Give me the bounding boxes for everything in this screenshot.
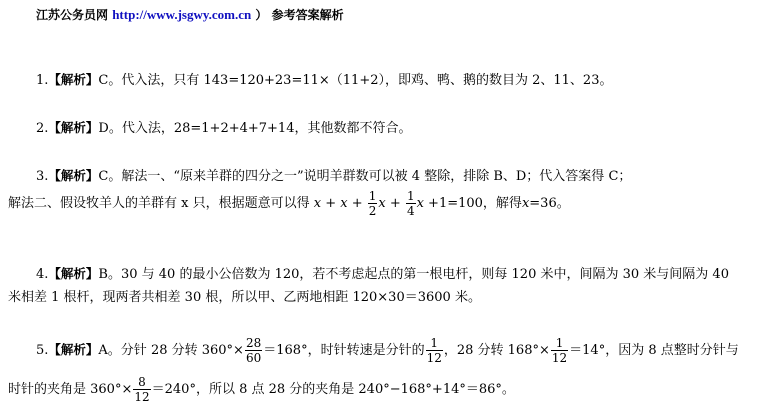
var-x: x (378, 196, 386, 211)
denominator: 12 (426, 351, 442, 365)
answer-3-line-2 (8, 188, 570, 220)
item-text: ＝168°，时针转速是分针的 (263, 343, 425, 358)
fraction-8-12 (133, 375, 150, 404)
item-number: 3. (36, 169, 49, 184)
item-text: 时针的夹角是 360°× (8, 382, 133, 397)
plus: + (347, 196, 367, 211)
numerator: 1 (406, 189, 415, 203)
denominator: 2 (368, 204, 377, 218)
item-text: ＝14°，因为 8 点整时分针与 (569, 343, 739, 358)
answer-5-line-2 (8, 374, 515, 406)
numerator: 8 (133, 375, 150, 390)
answer-3-line-1 (36, 168, 631, 185)
answer-1 (36, 72, 612, 89)
item-text: D。代入法，28=1+2+4+7+14，其他数都不符合。 (98, 121, 412, 136)
analysis-tag: 【解析】 (48, 168, 99, 183)
var-x: x (416, 196, 424, 211)
fraction-1-12 (426, 336, 443, 365)
analysis-tag: 【解析】 (48, 266, 99, 281)
numerator: 1 (368, 189, 377, 203)
page-header (36, 6, 344, 23)
var-x: x (521, 196, 530, 211)
site-name: 江苏公务员网 (36, 8, 109, 22)
item-text: ，28 分转 168°× (443, 343, 550, 358)
numerator: 28 (245, 336, 262, 350)
fraction-28-60 (245, 336, 262, 365)
plus: + (321, 196, 341, 211)
item-number: 2. (36, 121, 49, 136)
item-text: 解法二、假设牧羊人的羊群有 x 只，根据题意可以得 (8, 196, 310, 211)
analysis-tag: 【解析】 (48, 342, 99, 357)
denominator: 60 (245, 351, 262, 365)
item-text: A。分针 28 分转 360°× (98, 343, 244, 358)
fraction-1-12 (551, 336, 568, 365)
header-title: 参考答案解析 (271, 8, 344, 22)
fraction-one-quarter (406, 189, 416, 218)
answer-5-line-1 (36, 334, 739, 367)
analysis-tag: 【解析】 (48, 72, 99, 87)
analysis-tag: 【解析】 (48, 120, 99, 135)
fraction-one-half (368, 189, 378, 218)
item-number: 4. (36, 267, 49, 282)
numerator: 1 (426, 336, 443, 351)
site-url-link[interactable]: http://www.jsgwy.com.cn (112, 7, 252, 22)
denominator: 4 (406, 204, 415, 218)
item-text: 米相差 1 根杆，现两者共相差 30 根，所以甲、乙两地相距 120×30＝3600 米。 (8, 290, 481, 305)
denominator: 12 (551, 351, 568, 365)
header-paren: ） (255, 8, 268, 22)
denominator: 12 (134, 390, 150, 404)
answer-2 (36, 120, 411, 137)
item-number: 5. (36, 343, 49, 358)
item-number: 1. (36, 73, 49, 88)
answer-4-line-2 (8, 290, 481, 306)
item-text: C。代入法，只有 143=120+23=11×（11+2），即鸡、鸭、鹅的数目为 2、11、23。 (98, 73, 613, 88)
item-text: C。解法一、“原来羊群的四分之一”说明羊群数可以被 4 整除，排除 B、D；代入答案得 C； (98, 169, 632, 184)
equation-result: =36。 (529, 196, 570, 211)
plus: + (385, 196, 405, 211)
answer-4-line-1 (36, 266, 729, 283)
var-x: x (340, 196, 348, 211)
equation-tail: +1=100，解得 (423, 196, 522, 211)
var-x: x (313, 196, 322, 211)
item-text: B。30 与 40 的最小公倍数为 120，若不考虑起点的第一根电杆，则每 120 米中，间隔为 30 米与间隔为 40 (98, 267, 729, 282)
numerator: 1 (551, 336, 568, 351)
item-text: ＝240°，所以 8 点 28 分的夹角是 240°−168°+14°＝86°。 (151, 382, 515, 397)
